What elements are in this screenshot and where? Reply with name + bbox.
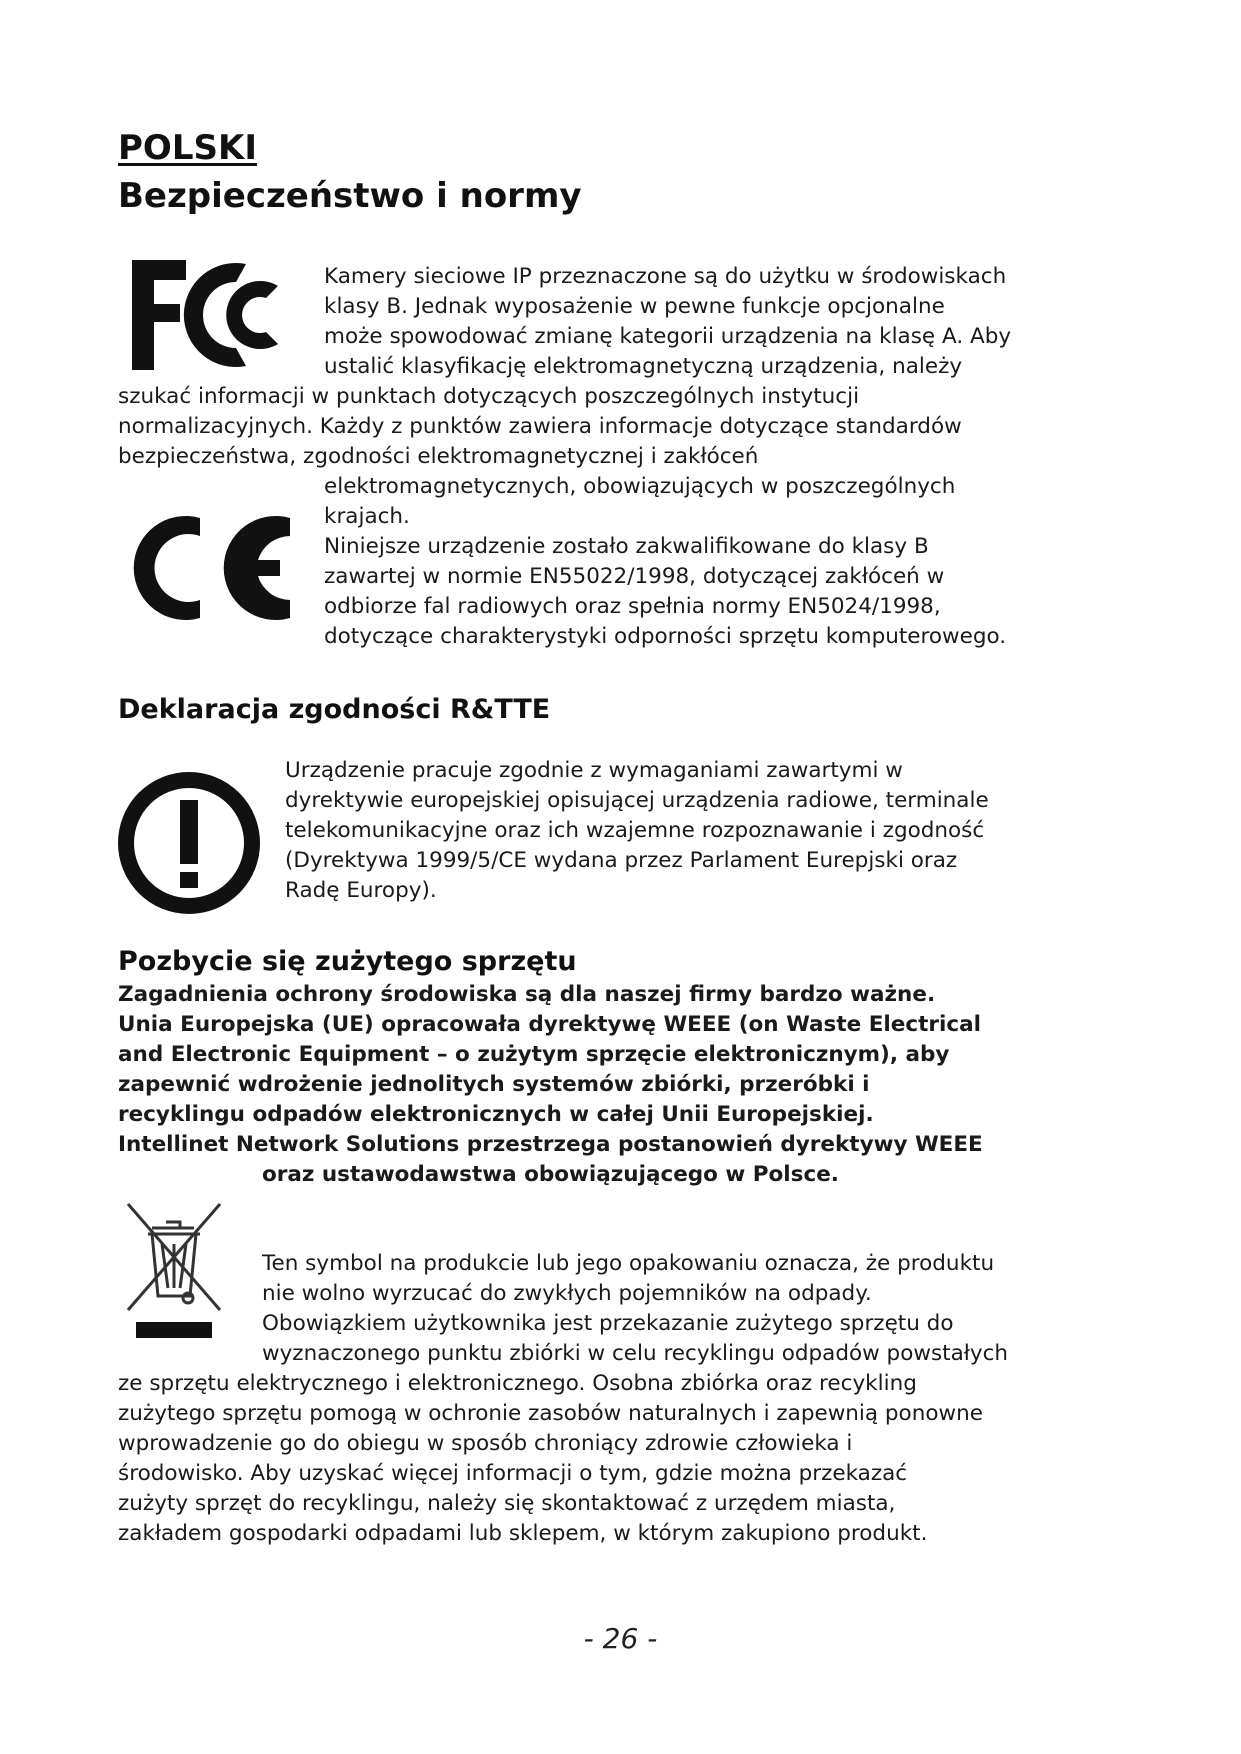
text-line: dotyczące charakterystyki odporności sprzętu komputerowego. bbox=[324, 624, 1007, 649]
text-line: szukać informacji w punktach dotyczących poszczególnych instytucji bbox=[118, 384, 860, 409]
text-line: and Electronic Equipment – o zużytym sprzęcie elektronicznym), aby bbox=[118, 1042, 950, 1067]
weee-paragraph-indented bbox=[262, 1249, 1008, 1369]
language-heading: POLSKI bbox=[118, 128, 257, 168]
text-line: odbiorze fal radiowych oraz spełnia normy EN5024/1998, bbox=[324, 594, 941, 619]
text-line: Radę Europy). bbox=[285, 878, 437, 903]
text-line: normalizacyjnych. Każdy z punktów zawiera informacje dotyczące standardów bbox=[118, 414, 962, 439]
text-line: krajach. bbox=[324, 504, 410, 529]
text-line: Zagadnienia ochrony środowiska są dla naszej firmy bardzo ważne. bbox=[118, 982, 936, 1007]
disposal-bold-paragraph bbox=[118, 980, 983, 1160]
text-line: zapewnić wdrożenie jednolitych systemów zbiórki, przeróbki i bbox=[118, 1072, 870, 1097]
text-line: wprowadzenie go do obiegu w sposób chroniący zdrowie człowieka i bbox=[118, 1431, 853, 1456]
text-line: klasy B. Jednak wyposażenie w pewne funkcje opcjonalne bbox=[324, 294, 945, 319]
text-line: elektromagnetycznych, obowiązujących w poszczególnych bbox=[324, 474, 956, 499]
rtte-heading: Deklaracja zgodności R&TTE bbox=[118, 694, 551, 725]
safety-paragraph-full bbox=[118, 382, 962, 472]
disposal-bold-indented bbox=[262, 1160, 839, 1190]
class-2-alert-icon bbox=[116, 770, 262, 916]
text-line: dyrektywie europejskiej opisującej urządzenia radiowe, terminale bbox=[285, 788, 989, 813]
text-line: ze sprzętu elektrycznego i elektronicznego. Osobna zbiórka oraz recykling bbox=[118, 1371, 917, 1396]
page-number: - 26 - bbox=[583, 1622, 658, 1655]
text-line: telekomunikacyjne oraz ich wzajemne rozpoznawanie i zgodność bbox=[285, 818, 985, 843]
text-line: środowisko. Aby uzyskać więcej informacji o tym, gdzie można przekazać bbox=[118, 1461, 908, 1486]
text-line: Intellinet Network Solutions przestrzega postanowień dyrektywy WEEE bbox=[118, 1132, 983, 1157]
text-line: ustalić klasyfikację elektromagnetyczną urządzenia, należy bbox=[324, 354, 963, 379]
fcc-logo-icon bbox=[128, 256, 300, 374]
text-line: zawartej w normie EN55022/1998, dotyczącej zakłóceń w bbox=[324, 564, 945, 589]
disposal-heading: Pozbycie się zużytego sprzętu bbox=[118, 946, 577, 977]
text-line: (Dyrektywa 1999/5/CE wydana przez Parlament Eurepjski oraz bbox=[285, 848, 958, 873]
text-line: Obowiązkiem użytkownika jest przekazanie zużytego sprzętu do bbox=[262, 1311, 954, 1336]
page-title: Bezpieczeństwo i normy bbox=[118, 176, 582, 216]
text-line: zużytego sprzętu pomogą w ochronie zasobów naturalnych i zapewnią ponowne bbox=[118, 1401, 983, 1426]
weee-bin-icon bbox=[122, 1198, 226, 1344]
text-line: Urządzenie pracuje zgodnie z wymaganiami zawartymi w bbox=[285, 758, 903, 783]
safety-paragraph-indented bbox=[324, 262, 1011, 382]
text-line: recyklingu odpadów elektronicznych w całej Unii Europejskiej. bbox=[118, 1102, 874, 1127]
ce-mark-icon bbox=[130, 508, 296, 628]
text-line: bezpieczeństwa, zgodności elektromagnetycznej i zakłóceń bbox=[118, 444, 759, 469]
text-line: Unia Europejska (UE) opracowała dyrektywę WEEE (on Waste Electrical bbox=[118, 1012, 981, 1037]
text-line: Kamery sieciowe IP przeznaczone są do użytku w środowiskach bbox=[324, 264, 1007, 289]
text-line: Niniejsze urządzenie zostało zakwalifikowane do klasy B bbox=[324, 534, 929, 559]
text-line: oraz ustawodawstwa obowiązującego w Polsce. bbox=[262, 1162, 839, 1187]
text-line: Ten symbol na produkcie lub jego opakowaniu oznacza, że produktu bbox=[262, 1251, 995, 1276]
text-line: zużyty sprzęt do recyklingu, należy się skontaktować z urzędem miasta, bbox=[118, 1491, 896, 1516]
text-line: zakładem gospodarki odpadami lub sklepem, w którym zakupiono produkt. bbox=[118, 1521, 928, 1546]
rtte-paragraph bbox=[285, 756, 989, 906]
text-line: nie wolno wyrzucać do zwykłych pojemników na odpady. bbox=[262, 1281, 872, 1306]
text-line: może spowodować zmianę kategorii urządzenia na klasę A. Aby bbox=[324, 324, 1012, 349]
weee-paragraph-full bbox=[118, 1369, 983, 1549]
text-line: wyznaczonego punktu zbiórki w celu recyklingu odpadów powstałych bbox=[262, 1341, 1009, 1366]
safety-paragraph-ce bbox=[324, 472, 1006, 652]
